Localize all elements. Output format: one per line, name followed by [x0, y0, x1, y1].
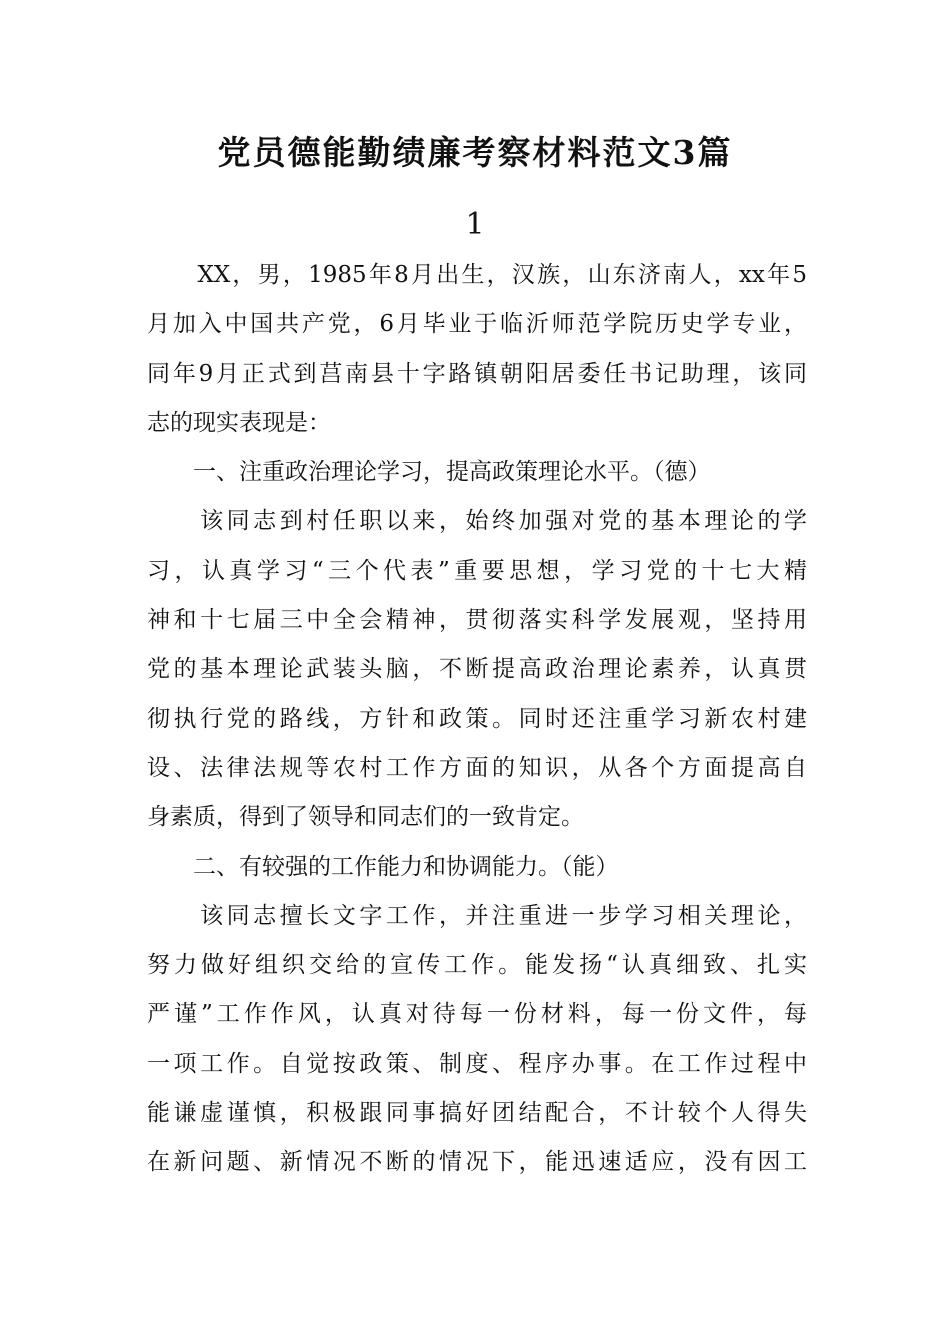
text-line: 严谨”工作作风，认真对待每一份材料，每一份文件，每 — [147, 1001, 807, 1028]
text-line: 志的现实表现是： — [147, 409, 331, 436]
text-line: 神和十七届三中全会精神，贯彻落实科学发展观，坚持用 — [147, 607, 807, 634]
text-line: 设、法律法规等农村工作方面的知识，从各个方面提高自 — [147, 754, 807, 781]
text-line: 月加入中国共产党，6月毕业于临沂师范学院历史学专业， — [147, 311, 807, 338]
section-number: 1 — [465, 207, 485, 242]
body-text — [147, 251, 807, 1188]
text-line: 一项工作。自觉按政策、制度、程序办事。在工作过程中 — [147, 1050, 807, 1077]
text-line: 身素质，得到了领导和同志们的一致肯定。 — [147, 804, 584, 831]
text-line: 该同志到村任职以来，始终加强对党的基本理论的学 — [147, 508, 807, 535]
text-line: 习，认真学习“三个代表”重要思想，学习党的十七大精 — [147, 557, 807, 584]
text-line: 彻执行党的路线，方针和政策。同时还注重学习新农村建 — [147, 705, 807, 732]
text-line: 能谦虚谨慎，积极跟同事搞好团结配合，不计较个人得失 — [147, 1100, 807, 1127]
section-heading: 一、注重政治理论学习，提高政策理论水平。（德） — [147, 459, 711, 486]
document-title: 党员德能勤绩廉考察材料范文3篇 — [217, 133, 733, 172]
section-heading: 二、有较强的工作能力和协调能力。（能） — [147, 853, 619, 880]
text-line: XX，男，1985年8月出生，汉族，山东济南人，xx年5 — [147, 262, 807, 288]
text-line: 该同志擅长文字工作，并注重进一步学习相关理论， — [147, 902, 807, 929]
text-line: 努力做好组织交给的宣传工作。能发扬“认真细致、扎实 — [147, 952, 807, 979]
text-line: 在新问题、新情况不断的情况下，能迅速适应，没有因工 — [147, 1149, 807, 1176]
text-line: 同年9月正式到莒南县十字路镇朝阳居委任书记助理，该同 — [147, 360, 807, 387]
text-line: 党的基本理论武装头脑，不断提高政治理论素养，认真贯 — [147, 656, 807, 683]
